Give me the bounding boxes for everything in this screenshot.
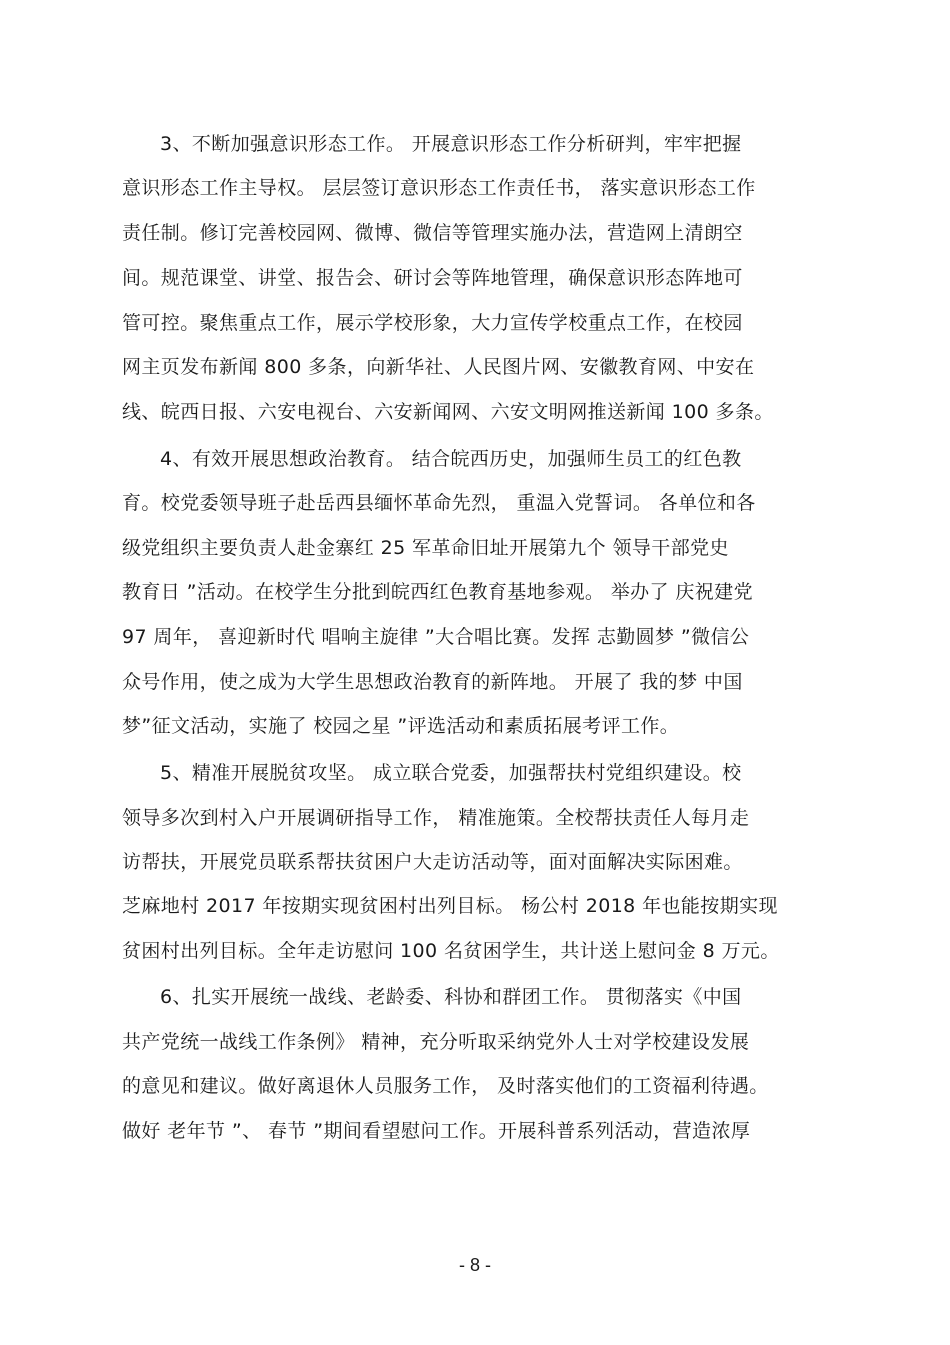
page-number: - 8 -	[458, 1255, 491, 1275]
paragraph-line: 责任制。修订完善校园网、微博、微信等管理实施办法，营造网上清朗空	[122, 222, 743, 244]
paragraph-line: 级党组织主要负责人赴金寨红 25 军革命旧址开展第九个 领导干部党史	[122, 537, 729, 559]
paragraph-line: 的意见和建议。做好离退休人员服务工作， 及时落实他们的工资福利待遇。	[122, 1075, 769, 1097]
paragraph-line: 4、有效开展思想政治教育。 结合皖西历史，加强师生员工的红色教	[160, 448, 742, 470]
paragraph-line: 6、扎实开展统一战线、老龄委、科协和群团工作。 贯彻落实《中国	[160, 986, 742, 1008]
paragraph-line: 间。规范课堂、讲堂、报告会、研讨会等阵地管理，确保意识形态阵地可	[122, 267, 743, 289]
paragraph-line: 意识形态工作主导权。 层层签订意识形态工作责任书， 落实意识形态工作	[122, 177, 756, 199]
paragraph-line: 网主页发布新闻 800 多条，向新华社、人民图片网、安徽教育网、中安在	[122, 356, 755, 378]
paragraph-line: 5、精准开展脱贫攻坚。 成立联合党委，加强帮扶村党组织建设。校	[160, 762, 742, 784]
paragraph-line: 线、皖西日报、六安电视台、六安新闻网、六安文明网推送新闻 100 多条。	[122, 401, 774, 423]
paragraph-line: 共产党统一战线工作条例》 精神，充分听取采纳党外人士对学校建设发展	[122, 1031, 750, 1053]
paragraph-line: 访帮扶，开展党员联系帮扶贫困户大走访活动等，面对面解决实际困难。	[122, 851, 743, 873]
paragraph-line: 97 周年， 喜迎新时代 唱响主旋律 ”大合唱比赛。发挥 志勤圆梦 ”微信公	[122, 626, 750, 648]
paragraph-line: 众号作用，使之成为大学生思想政治教育的新阵地。 开展了 我的梦 中国	[122, 671, 743, 693]
paragraph-line: 育。校党委领导班子赴岳西县缅怀革命先烈， 重温入党誓词。 各单位和各	[122, 492, 756, 514]
paragraph-line: 梦”征文活动，实施了 校园之星 ”评选活动和素质拓展考评工作。	[122, 715, 680, 737]
paragraph-line: 领导多次到村入户开展调研指导工作， 精准施策。全校帮扶责任人每月走	[122, 807, 750, 829]
paragraph-line: 做好 老年节 ”、 春节 ”期间看望慰问工作。开展科普系列活动，营造浓厚	[122, 1120, 751, 1142]
paragraph-line: 芝麻地村 2017 年按期实现贫困村出列目标。 杨公村 2018 年也能按期实现	[122, 895, 778, 917]
paragraph-line: 教育日 ”活动。在校学生分批到皖西红色教育基地参观。 举办了 庆祝建党	[122, 581, 753, 603]
paragraph-line: 3、不断加强意识形态工作。 开展意识形态工作分析研判，牢牢把握	[160, 133, 742, 155]
paragraph-line: 贫困村出列目标。全年走访慰问 100 名贫困学生，共计送上慰问金 8 万元。	[122, 940, 780, 962]
paragraph-line: 管可控。聚焦重点工作，展示学校形象，大力宣传学校重点工作，在校园	[122, 312, 743, 334]
